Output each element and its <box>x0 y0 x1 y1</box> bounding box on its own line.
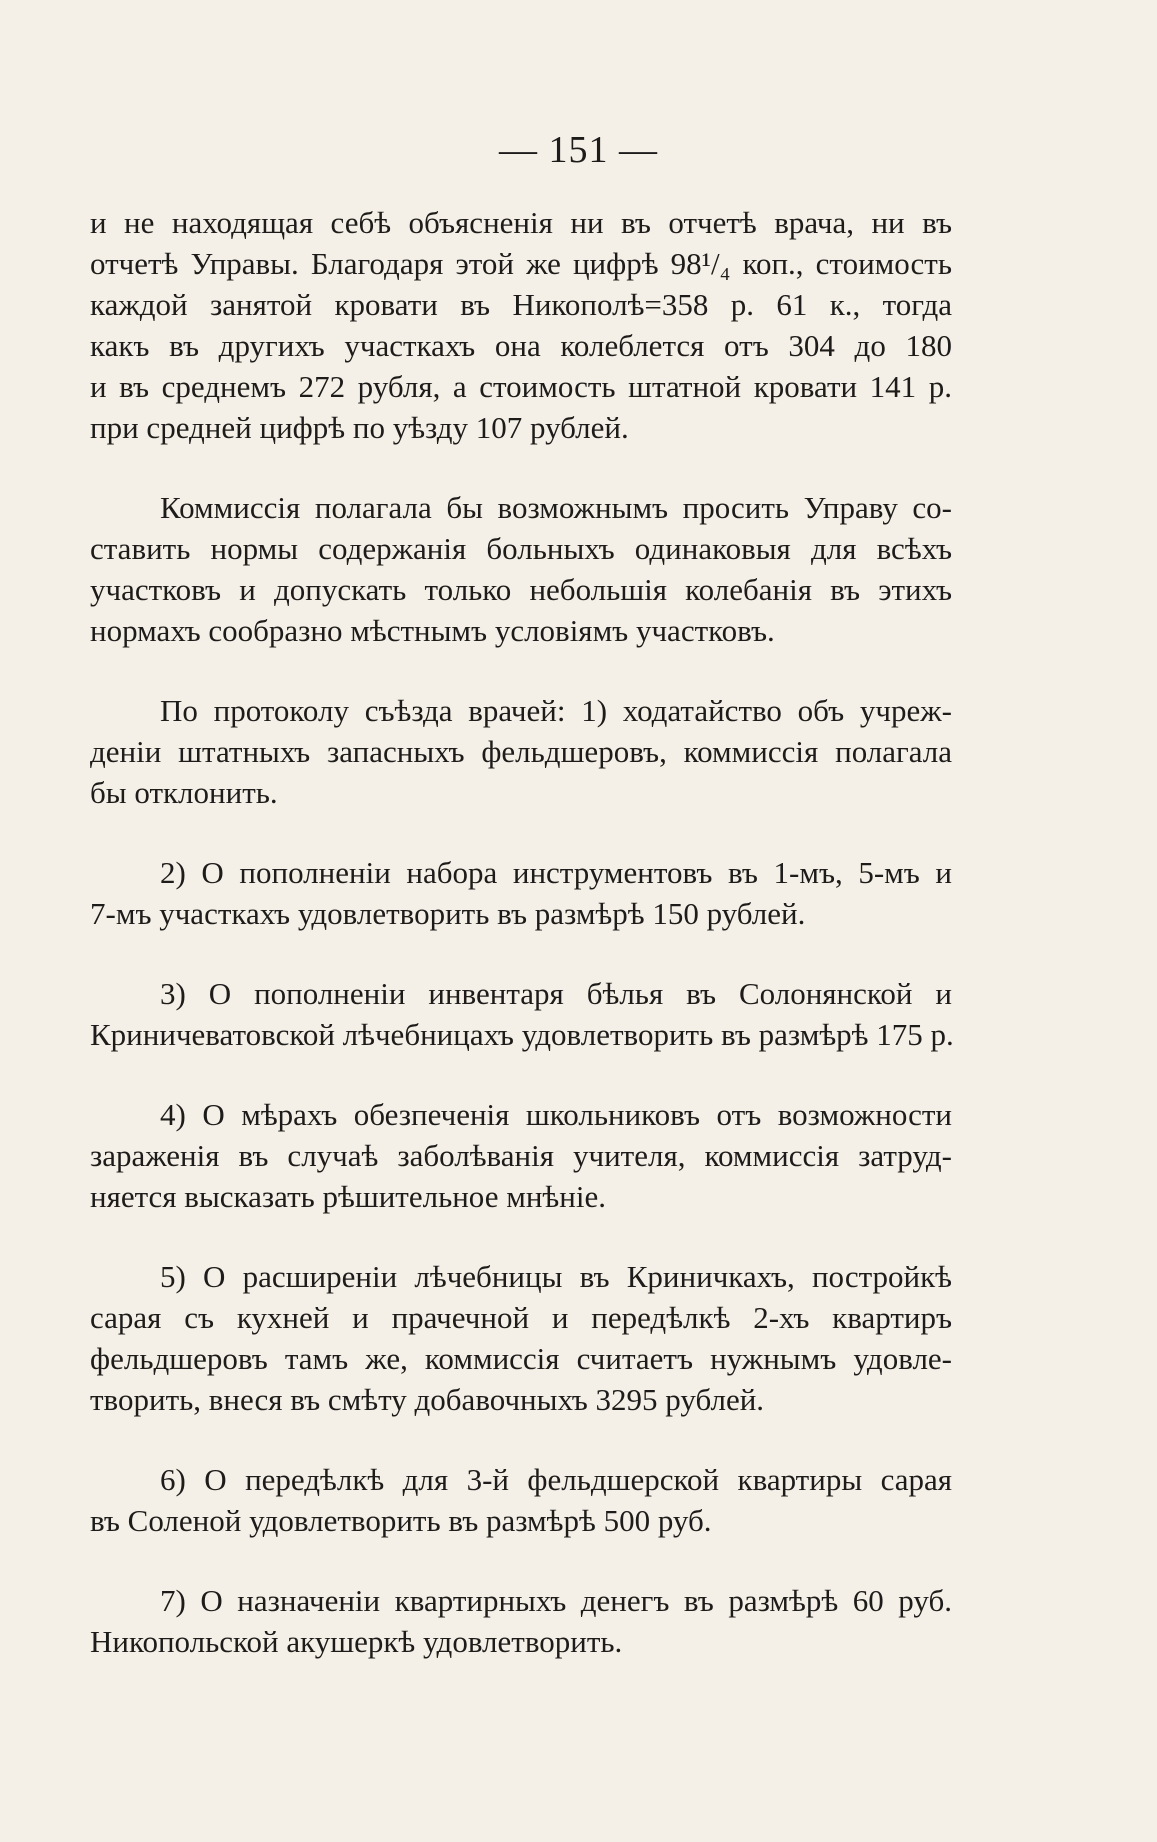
text-line: и въ среднемъ 272 рубля, а стоимость штатной кровати 141 р. <box>90 369 952 404</box>
paragraph-1 <box>90 202 952 448</box>
paragraph-4 <box>90 852 952 934</box>
text-line: каждой занятой кровати въ Никополѣ=358 р. 61 к., тогда <box>90 287 952 322</box>
text-line: Криничеватовской лѣчебницахъ удовлетворить въ размѣрѣ 175 р. <box>90 1017 954 1052</box>
text-line: Никопольской акушеркѣ удовлетворить. <box>90 1624 623 1659</box>
text-line: 4) О мѣрахъ обезпеченія школьниковъ отъ возможности <box>160 1097 952 1132</box>
text-line: зараженія въ случаѣ заболѣванія учителя, коммиссія затруд- <box>90 1138 952 1173</box>
text-line: сарая съ кухней и прачечной и передѣлкѣ 2-хъ квартиръ <box>90 1300 952 1335</box>
text-line: 5) О расширеніи лѣчебницы въ Криничкахъ, постройкѣ <box>160 1259 952 1294</box>
text-line: при средней цифрѣ по уѣзду 107 рублей. <box>90 410 629 445</box>
text-line: По протоколу съѣзда врачей: 1) ходатайство объ учреж- <box>160 693 952 728</box>
text-line: отчетѣ Управы. Благодаря этой же цифрѣ 98¹/₄ коп., стоимость <box>90 246 952 281</box>
page-number: — 151 — <box>499 129 658 171</box>
text-line: творить, внеся въ смѣту добавочныхъ 3295 рублей. <box>90 1382 765 1417</box>
text-line: 2) О пополненіи набора инструментовъ въ 1-мъ, 5-мъ и <box>160 855 952 890</box>
text-line: 7) О назначеніи квартирныхъ денегъ въ размѣрѣ 60 руб. <box>160 1583 952 1618</box>
text-line: въ Соленой удовлетворить въ размѣрѣ 500 руб. <box>90 1503 712 1538</box>
text-line: 3) О пополненіи инвентаря бѣлья въ Солонянской и <box>160 976 952 1011</box>
paragraph-3 <box>90 690 952 813</box>
paragraph-7 <box>90 1256 952 1420</box>
text-line: 6) О передѣлкѣ для 3-й фельдшерской квартиры сарая <box>160 1462 952 1497</box>
text-line: и не находящая себѣ объясненія ни въ отчетѣ врача, ни въ <box>90 205 952 240</box>
text-line: ставить нормы содержанія больныхъ одинаковыя для всѣхъ <box>90 531 952 566</box>
paragraph-2 <box>90 487 952 651</box>
paragraph-6 <box>90 1094 952 1217</box>
paragraph-8 <box>90 1459 952 1541</box>
text-line: няется высказать рѣшительное мнѣніе. <box>90 1179 606 1214</box>
text-line: нормахъ сообразно мѣстнымъ условіямъ участковъ. <box>90 613 775 648</box>
text-line: деніи штатныхъ запасныхъ фельдшеровъ, коммиссія полагала <box>90 734 952 769</box>
text-line: участковъ и допускать только небольшія колебанія въ этихъ <box>90 572 952 607</box>
paragraph-9 <box>90 1580 952 1662</box>
text-line: бы отклонить. <box>90 775 278 810</box>
body-text <box>90 202 952 1701</box>
text-line: 7-мъ участкахъ удовлетворить въ размѣрѣ 150 рублей. <box>90 896 806 931</box>
paragraph-5 <box>90 973 952 1055</box>
text-line: какъ въ другихъ участкахъ она колеблется отъ 304 до 180 <box>90 328 952 363</box>
text-line: фельдшеровъ тамъ же, коммиссія считаетъ нужнымъ удовле- <box>90 1341 952 1376</box>
text-line: Коммиссія полагала бы возможнымъ просить Управу со- <box>160 490 952 525</box>
